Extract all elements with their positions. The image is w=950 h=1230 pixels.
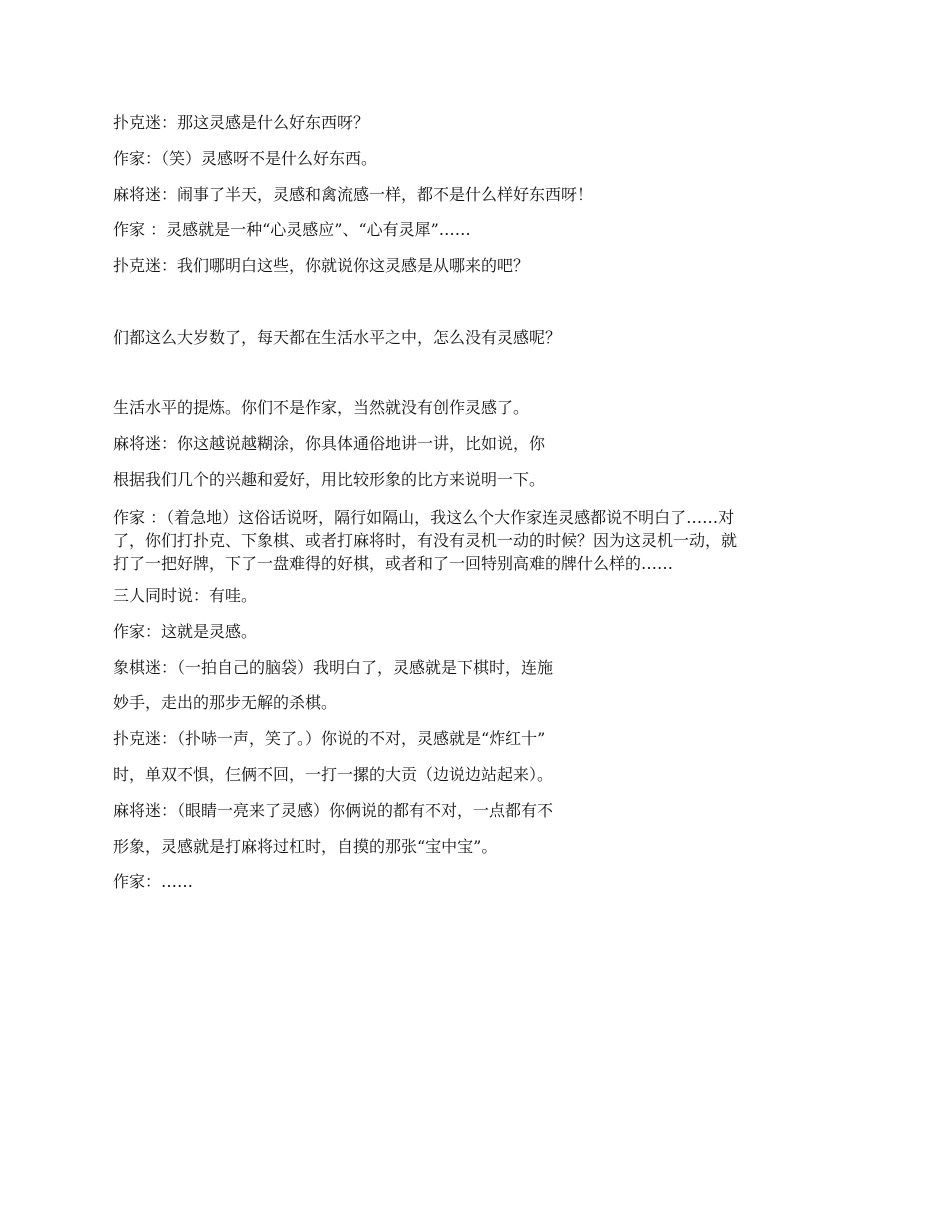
dialogue-line: 作家：这就是灵感。 bbox=[113, 622, 258, 641]
dialogue-line: 生活水平的提炼。你们不是作家，当然就没有创作灵感了。 bbox=[113, 398, 530, 417]
dialogue-line: 扑克迷：（扑哧一声，笑了。）你说的不对，灵感就是“炸红十” bbox=[113, 729, 546, 748]
writer-paragraph bbox=[113, 506, 843, 575]
paragraph-line: 了，你们打扑克、下象棋、或者打麻将时，有没有灵机一动的时候？因为这灵机一动，就 bbox=[113, 531, 738, 550]
dialogue-line: 三人同时说：有哇。 bbox=[113, 586, 258, 605]
dialogue-line: 象棋迷：（一拍自己的脑袋）我明白了，灵感就是下棋时，连施 bbox=[113, 658, 554, 677]
dialogue-line: 根据我们几个的兴趣和爱好，用比较形象的比方来说明一下。 bbox=[113, 470, 546, 489]
dialogue-line: 麻将迷：（眼睛一亮来了灵感）你俩说的都有不对，一点都有不 bbox=[113, 801, 554, 820]
dialogue-line: 形象，灵感就是打麻将过杠时，自摸的那张“宝中宝”。 bbox=[113, 837, 498, 856]
dialogue-line: 麻将迷：闹事了半天，灵感和禽流感一样，都不是什么样好东西呀！ bbox=[113, 185, 594, 204]
paragraph-line: 打了一把好牌，下了一盘难得的好棋，或者和了一回特别高难的牌什么样的…… bbox=[113, 554, 674, 573]
dialogue-line: 作家 ：灵感就是一种“心灵感应”、“心有灵犀”…… bbox=[113, 220, 471, 239]
dialogue-line: 时，单双不惧，仨俩不回，一打一摞的大贡（边说边站起来）。 bbox=[113, 765, 554, 784]
dialogue-line: 们都这么大岁数了，每天都在生活水平之中，怎么没有灵感呢？ bbox=[113, 328, 562, 347]
dialogue-line: 作家：（笑）灵感呀不是什么好东西。 bbox=[113, 149, 378, 168]
dialogue-line: 作家：…… bbox=[113, 872, 194, 891]
dialogue-line: 扑克迷：我们哪明白这些，你就说你这灵感是从哪来的吧？ bbox=[113, 256, 530, 275]
dialogue-line: 扑克迷：那这灵感是什么好东西呀？ bbox=[113, 113, 370, 132]
dialogue-line: 妙手，走出的那步无解的杀棋。 bbox=[113, 693, 338, 712]
dialogue-line: 麻将迷：你这越说越糊涂，你具体通俗地讲一讲，比如说，你 bbox=[113, 434, 546, 453]
paragraph-line: 作家 ：（着急地）这俗话说呀，隔行如隔山，我这么个大作家连灵感都说不明白了……对 bbox=[113, 508, 735, 527]
